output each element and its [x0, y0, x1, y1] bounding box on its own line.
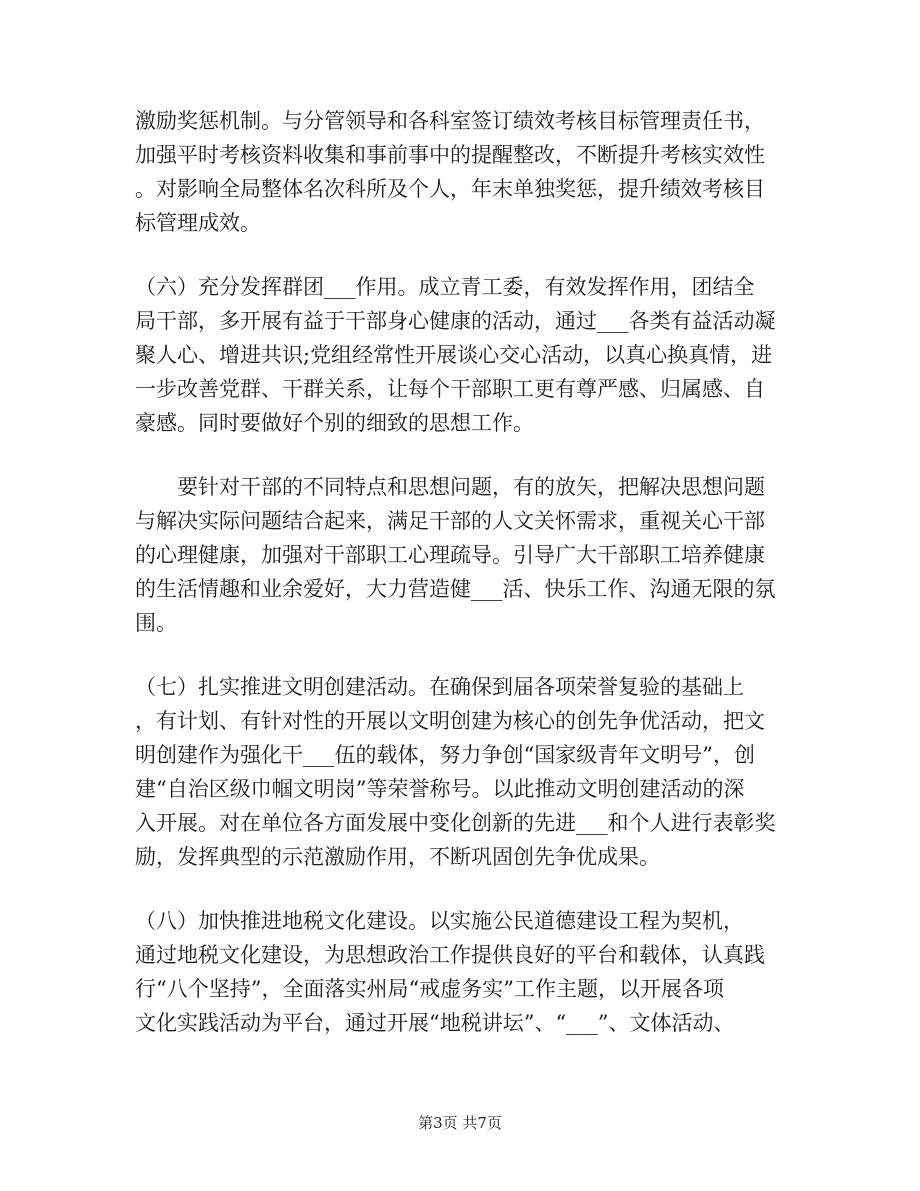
paragraph-gap: [135, 240, 785, 270]
document-body: [135, 104, 785, 1040]
text-line: 豪感。同时要做好个别的细致的思想工作。: [135, 411, 534, 435]
text-line: 局干部，多开展有益于干部身心健康的活动，通过___各类有益活动凝: [135, 309, 776, 333]
text-line: 通过地税文化建设，为思想政治工作提供良好的平台和载体，认真践: [135, 943, 765, 967]
text-line: 标管理成效。: [135, 211, 261, 235]
text-line: （七）扎实推进文明创建活动。在确保到届各项荣誉复验的基础上: [135, 675, 744, 699]
paragraph: [135, 904, 785, 1040]
text-line: 聚人心、增进共识;党组经常性开展谈心交心活动，以真心换真情，进: [135, 343, 773, 367]
text-line: 明创建作为强化干___伍的载体，努力争创“国家级青年文明号”，创: [135, 743, 755, 767]
text-line: （六）充分发挥群团___作用。成立青工委，有效发挥作用，团结全: [135, 275, 755, 299]
paragraph: [135, 104, 785, 240]
paragraph: [135, 670, 785, 874]
text-line: 激励奖惩机制。与分管领导和各科室签订绩效考核目标管理责任书，: [135, 109, 765, 133]
paragraph: [135, 270, 785, 440]
text-line: 围。: [135, 611, 177, 635]
text-line: 的生活情趣和业余爱好，大力营造健___活、快乐工作、沟通无限的氛: [135, 577, 776, 601]
text-line: 文化实践活动为平台，通过开展“地税讲坛”、“___”、文体活动、: [135, 1011, 735, 1035]
text-line: 的心理健康，加强对干部职工心理疏导。引导广大干部职工培养健康: [135, 543, 765, 567]
text-line: ，有计划、有针对性的开展以文明创建为核心的创先争优活动，把文: [135, 709, 765, 733]
paragraph-gap: [135, 640, 785, 670]
text-line: 与解决实际问题结合起来，满足干部的人文关怀需求，重视关心干部: [135, 509, 765, 533]
text-line: 行“八个坚持”，全面落实州局“戒虚务实”工作主题，以开展各项: [135, 977, 724, 1001]
paragraph-gap: [135, 874, 785, 904]
text-line: （八）加快推进地税文化建设。以实施公民道德建设工程为契机，: [135, 909, 744, 933]
text-line: 励，发挥典型的示范激励作用，不断巩固创先争优成果。: [135, 845, 660, 869]
text-line: 一步改善党群、干群关系，让每个干部职工更有尊严感、归属感、自: [135, 377, 765, 401]
text-line: 入开展。对在单位各方面发展中变化创新的先进___和个人进行表彰奖: [135, 811, 776, 835]
text-line: 建“自治区级巾帼文明岗”等荣誉称号。以此推动文明创建活动的深: [135, 777, 745, 801]
text-line: 加强平时考核资料收集和事前事中的提醒整改，不断提升考核实效性: [135, 143, 765, 167]
paragraph-gap: [135, 440, 785, 470]
text-line: 要针对干部的不同特点和思想问题，有的放矢，把解决思想问题: [135, 475, 765, 499]
text-line: 。对影响全局整体名次科所及个人，年末单独奖惩，提升绩效考核目: [135, 177, 765, 201]
paragraph: [135, 470, 785, 640]
page-footer: 第3页 共7页: [418, 1114, 502, 1132]
